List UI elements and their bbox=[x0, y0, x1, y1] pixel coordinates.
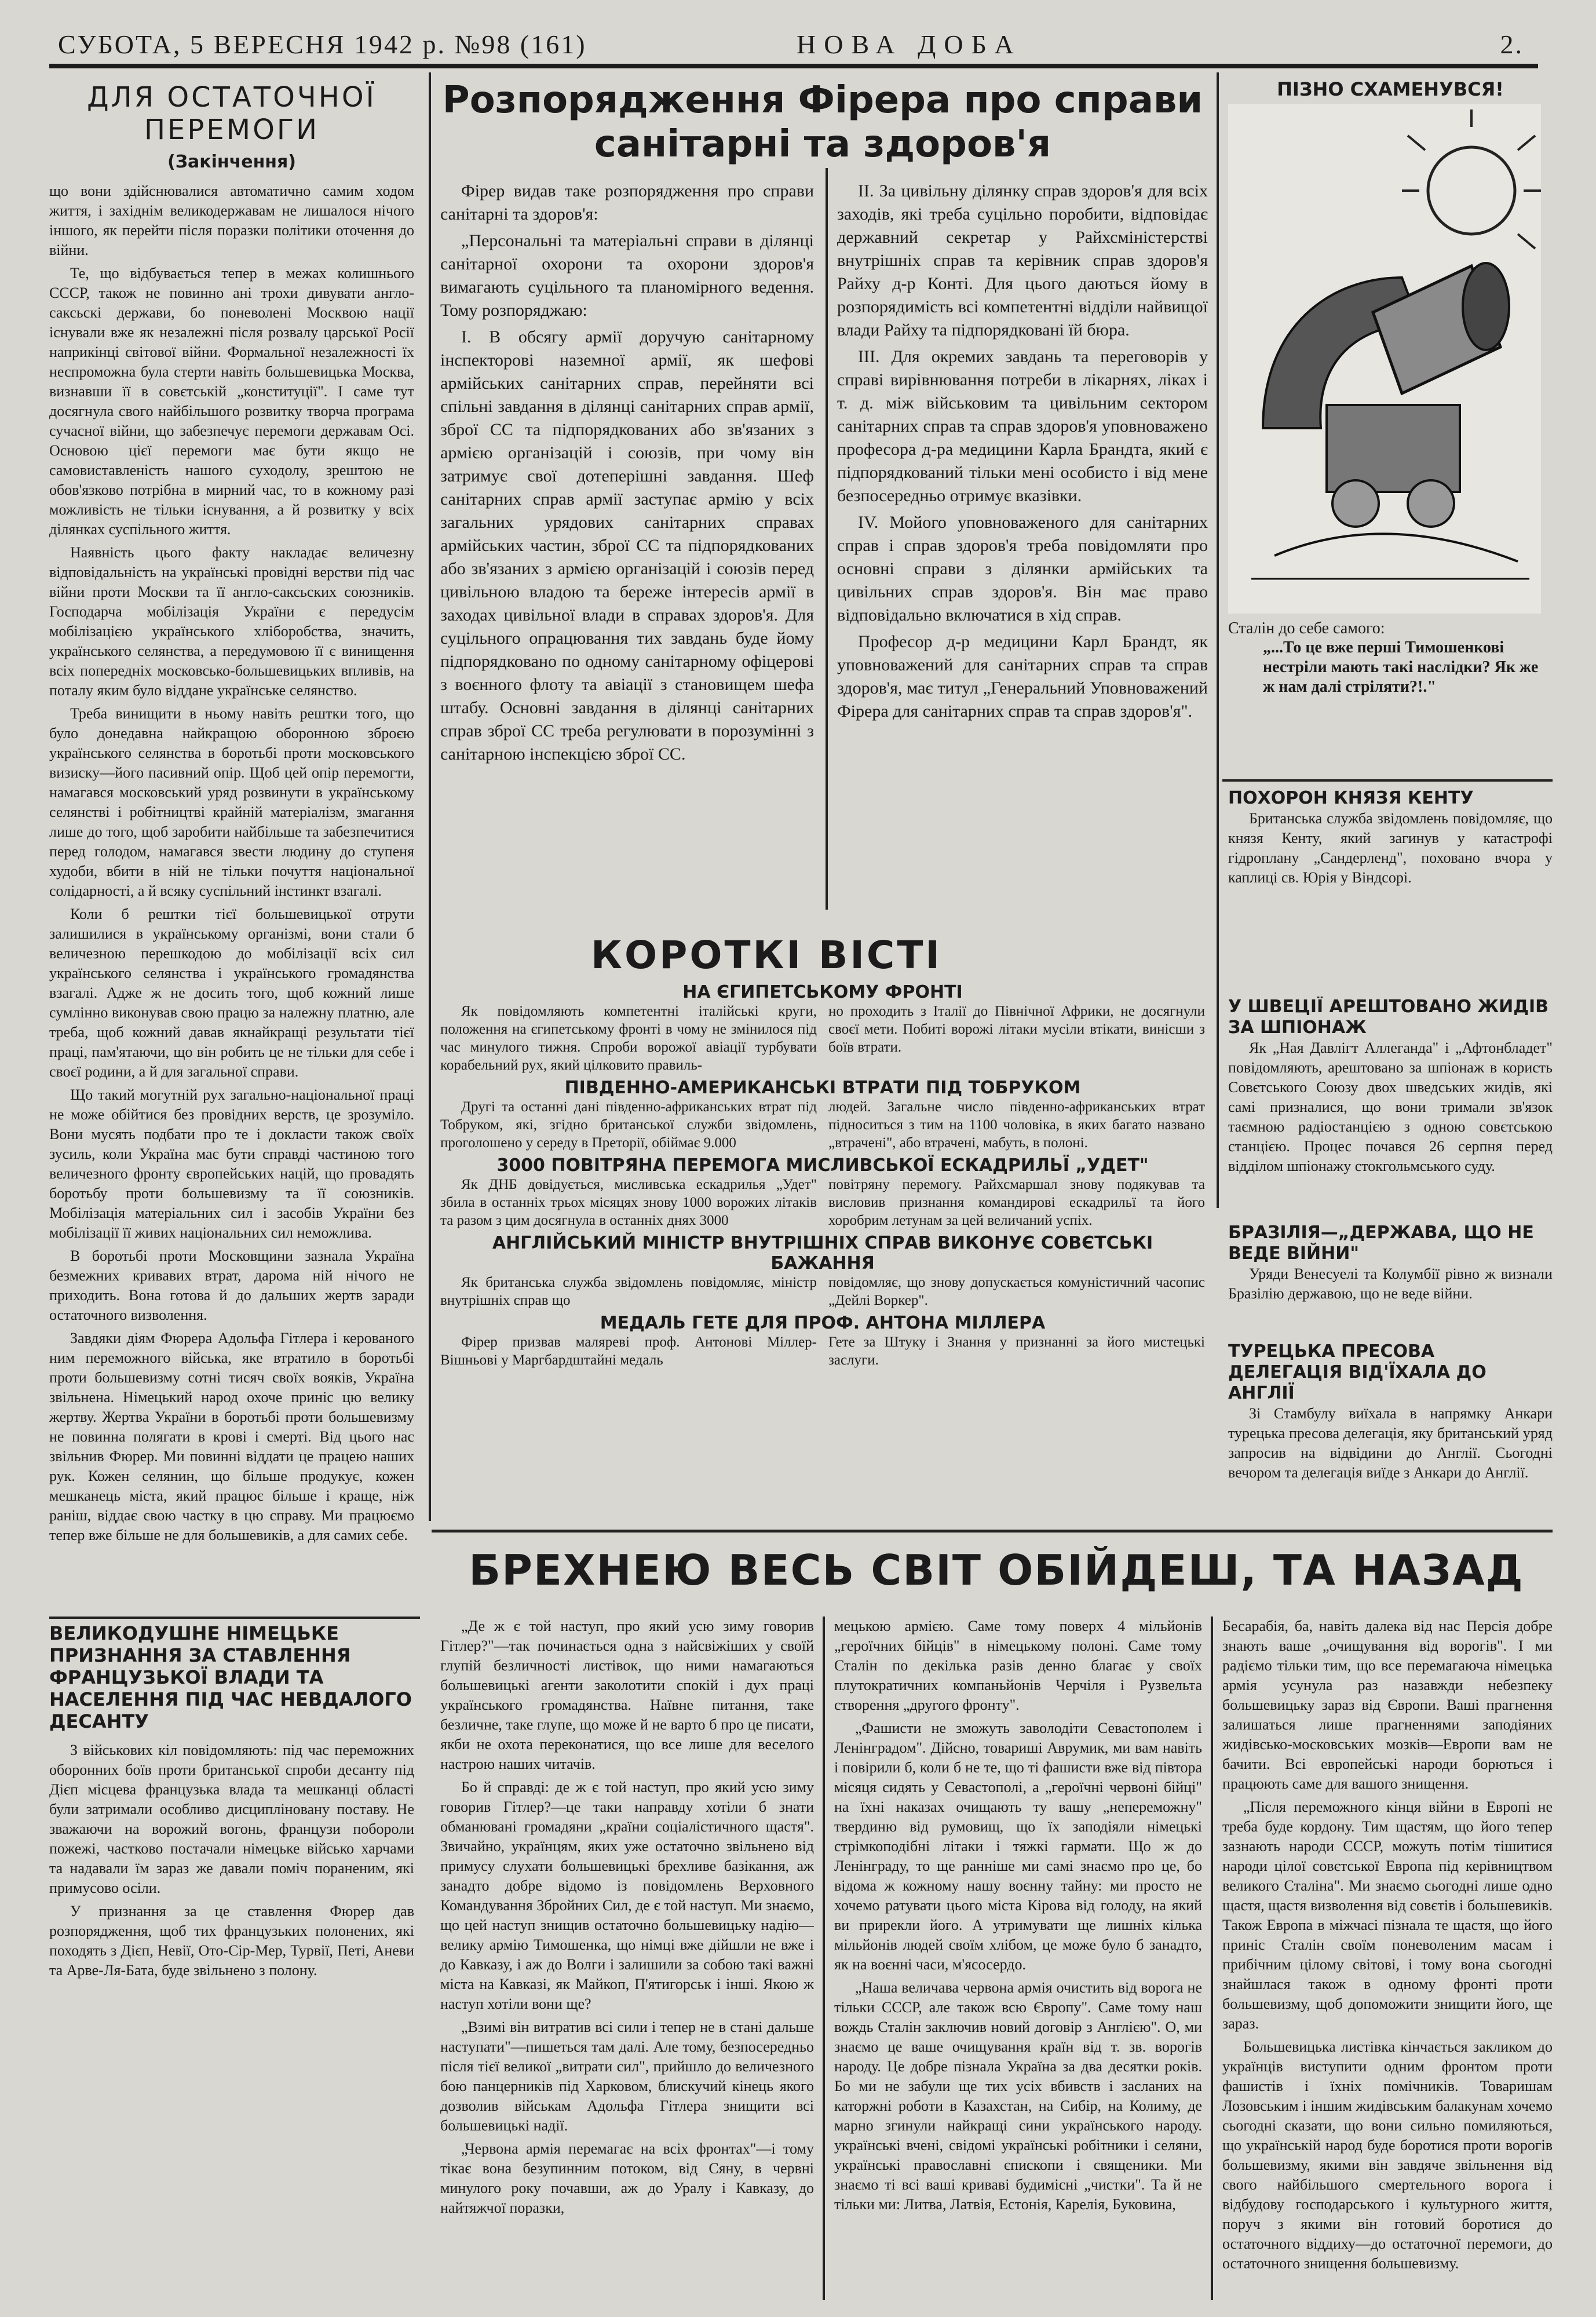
paragraph: Коли б рештки тієї большевицької отрути залишилися в українському організмі, вони стали б величезною перешкодою до мобілізації всіх сил українського селянства і українського громадянства взагалі. Адже ж не досить того, щоб кожний лише сумлінно виконував свою працю за належну платню, але треба, щоб кожний давав якнайкращі результати тієї праці, пам'ятаючи, що він робить це не тільки для себе і своєї родини, а й для загальної справи. bbox=[49, 906, 414, 1080]
paragraph: Треба винищити в ньому навіть рештки того, що було донедавна найкращою оборонною зброєю українського селянства в боротьбі проти московського визиску—його пасивний опір. Щоб цей опір перемогти, намагався московський уряд розвинути в українському селянстві і робітництві крайній матеріалізм, змагання лише до того, щоб заробити найбільше та забезпечитися перед голодом, намагався звести людину до ступеня худоби, вбити в ній не тільки почуття національної солідарності, а й всяку суспільний інстинкт взагалі. bbox=[49, 705, 414, 899]
masthead bbox=[49, 23, 1538, 68]
news-item bbox=[440, 1313, 1205, 1373]
news-title: НА ЄГИПЕТСЬКОМУ ФРОНТІ bbox=[682, 982, 963, 1002]
paragraph: „Червона армія перемагає на всіх фронтах"—і тому тікає вона безупинним потоком, від Сяну, в червні минулого року почавши, аж до Уралу і Кавказу, до найтяжчої поразки, bbox=[440, 2140, 814, 2216]
left-article bbox=[49, 81, 414, 1611]
paragraph: Професор д-р медицини Карл Брандт, як уповноважений для санітарних справ та справ здоров'я, має титул „Генеральний Уповноважений Фірера для санітарних справ та справ здоров'я". bbox=[837, 632, 1208, 721]
paragraph: що вони здійснювалися автоматично самим ходом життя, і західнім великодержавам не лишалося нічого іншого, як перейти після поразки політики оточення до війни. bbox=[49, 183, 414, 258]
headline: БРЕХНЕЮ ВЕСЬ СВІТ ОБІЙДЕШ, ТА НАЗАД bbox=[469, 1546, 1524, 1594]
article-subtitle: (Закінчення) bbox=[167, 152, 296, 172]
paragraph: Що такий могутній рух загально-національної праці не може обійтися без провідних верств, це зрозуміло. Вони мусять подбати про те і докласти також своїх зусиль, коли Україна має бути справді частиною того величезного фронту європейських націй, що провадять боротьбу проти большевизму та її союзників. Мобілізація матеріальних сил і засобів України без мобілізації її живих національних сил неможлива. bbox=[49, 1086, 414, 1241]
news-text: Як британська служба звідомлень повідомляє, міністр внутрішніх справ що bbox=[440, 1275, 817, 1308]
right-news-4 bbox=[1228, 1341, 1553, 1527]
news-title: АНГЛІЙСЬКИЙ МІНІСТР ВНУТРІШНІХ СПРАВ ВИКОНУЄ СОВЄТСЬКІ БАЖАННЯ bbox=[492, 1233, 1153, 1274]
news-item bbox=[440, 1233, 1205, 1313]
bottom-article-col-1 bbox=[440, 1617, 814, 2300]
news-text: Як „Ная Давлігт Аллеганда" і „Афтонбладет" повідомляють, арештовано за шпіонаж в користь Совєтського Союзу двох шведських жидів, які самі призналися, що вони тримали зв'язок таємною радіостанцією з одною совєтською станцією. Процес почався 26 серпня перед відділом шпіонажу стокгольмського суду. bbox=[1228, 1039, 1553, 1174]
news-item bbox=[440, 1078, 1205, 1155]
paragraph: „Після переможного кінця війни в Европі не треба буде кордону. Тим щастям, що його тепер зазнають народи СССР, можуть потім тішитися народи цілої совєтської Европа під керівництвом великого Сталіна". Ми знаємо сьогодні лише одно щастя, щастя визволення від совєтів і большевиків. Також Европа в міжчасі пізнала те щастя, що його приніс Сталін своїм поневоленим масам і прибічним цілому світові, і тому вона сьогодні знайшлася також в одному фронті проти большевизму, щоб допоможити знищити його, ще зараз. bbox=[1222, 1798, 1553, 2032]
paragraph: Те, що відбувається тепер в межах колишнього СССР, також не повинно ані трохи дивувати англо-саксьскі держави, бо поневолені Москвою нації існували вже як незалежні після розвалу царської Росії наприкінці світової війни. Формальної незалежності їх неспроможна була стерти навіть большевицька Москва, визнавши її в совєтській „конституції". І саме тут досягнула свого найбільшого розвитку творча програма сучасної війни, що забезпечує перемоги державам Осі. Основою цієї перемоги має бути якщо не самовиставленість нашого суходолу, зрештою не обов'язково потрібна в мирний час, то в кожному разі можливість не тільки існування, а й розвитку у всіх ділянках суспільного життя. bbox=[49, 265, 414, 538]
column-rule bbox=[1217, 72, 1219, 1208]
issue-date: СУБОТА, 5 ВЕРЕСНЯ 1942 р. №98 (161) bbox=[58, 30, 587, 59]
right-news-3 bbox=[1228, 1223, 1553, 1338]
bottom-headline bbox=[440, 1538, 1553, 1608]
news-item bbox=[440, 982, 1205, 1078]
column-rule bbox=[823, 1617, 825, 2300]
column-rule bbox=[1211, 1617, 1213, 2300]
paragraph: „Персональні та матеріальні справи в ділянці санітарної охорони та охорони здоров'я вимагають суцільного та планомірного ведення. Тому розпоряджаю: bbox=[440, 231, 814, 320]
paragraph: I. В обсягу армії доручую санітарному інспекторові наземної армії, як шефові армійських санітарних справ, перейняти всі спільні завдання в ділянці санітарних справ армії, зброї СС та підпорядкованих або зв'язаних з армією організацій і союзів, при чому він затримує свої дотеперішні завдання. Шеф санітарних справ армії заступає армію у всіх загальних урядових санітарних справах армійських частин, зброї СС та підпорядкованих або зв'язаних з армією організацій і союзів перед цивільною владою та береже інтересів армії в заходах цивільної влади в справах здоров'я. Для суцільного опрацювання тих завдань буде йому підпорядковано по одному санітарному офіцерові з воєнного флоту та авіації з становищем шефа штабу. Основні завдання в ділянці санітарних справ зброї СС треба регулювати в порозумінні з санітарною інспекцією зброї СС. bbox=[440, 327, 814, 764]
divider bbox=[49, 1617, 420, 1619]
paragraph: Завдяки діям Фюрера Адольфа Гітлера і керованого ним переможного війська, яке втратило в боротьбі проти большевизму сотні тисяч своїх вояків, Україна звільнена. Німецький народ охоче приніс цю велику жертву. Жертва України в боротьбі проти большевизму не повинна полягати в крові і смерті. Від цього нас звільнив Фюрер. Ми повинні віддати це працею наших рук. Кожен селянин, що більше продукує, кожен мешканець міста, який працює більше і краще, ніж раніш, віддає свою частку в цю справу. Ми працюємо тепер вже більше не для большевиків, а для самих себе. bbox=[49, 1330, 414, 1544]
news-title: МЕДАЛЬ ГЕТЕ ДЛЯ ПРОФ. АНТОНА МІЛЛЕРА bbox=[600, 1313, 1046, 1333]
news-text: Фірер призвав маляреві проф. Антонові Міллер-Вішньові у Маргбардштайні медаль bbox=[440, 1334, 817, 1368]
headline-line-2: санітарні та здоров'я bbox=[594, 123, 1051, 166]
bottom-article-col-2 bbox=[834, 1617, 1202, 2300]
paragraph: У признання за це ставлення Фюрер дав розпорядження, щоб тих французьких полонених, які походять з Дієп, Невії, Ото-Сір-Мер, Турвії, Петі, Аневи та Арве-Ля-Бата, буде звільнено з полону. bbox=[49, 1903, 414, 1979]
column-rule bbox=[429, 72, 431, 1521]
paragraph: „Фашисти не зможуть заволодіти Севастополем і Ленінградом". Дійсно, товариші Аврумик, ми вам навіть і повірили б, коли б не те, що ті фашисти вже від півтора місяця сидять у Севастополі, а „героїчні червоні бійці" на їхні наказах очищають ту вашу „непереможну" твердиню від румовищ, що їх заподіяли німецькі стрімкоподібні літаки і тяжкі гармати. Що ж до Ленінграду, то ще ранніше ми самі знаємо про це, бо відома ж кожному нашу воєнну тайну: ми просто не хочемо ратувати цього міста Кірова від голоду, на який ви прирекли його. А утримувати ще лишніх кілька мільйонів людей своїм хлібом, це може було б занадто, як на воєнні часи, м'ясосердо. bbox=[834, 1720, 1202, 1973]
news-text: Уряди Венесуелі та Колумбії рівно ж визнали Бразілію державою, що не веде війни. bbox=[1228, 1265, 1553, 1302]
paragraph: Бо й справді: де ж є той наступ, про який усю зиму говорив Гітлер?—це таки направду хотіли б знати обманювані громадяни „країни соціалістичного щастя". Звичайно, українцям, яких уже остаточно звільнено від примусу слухати большевицькі брехливе базікання, аж занадто добре відомо із повідомлень Верховного Командування Збройних Сил, де є той наступ. Ми знаємо, що цей наступ знищив остаточно большевицьку надію—велику армію Тимошенка, що німці вже дійшли не вже і до Кавказу, і аж до Волги і залишили за собою такі важні міста на Кавказі, як Майкоп, П'ятигорськ і інші. Якою ж наступ хотіли вони ще? bbox=[440, 1779, 814, 2012]
cartoon-title: ПІЗНО СХАМЕНУВСЯ! bbox=[1277, 78, 1504, 100]
article-title: ВЕЛИКОДУШНЕ НІМЕЦЬКЕ ПРИЗНАННЯ ЗА СТАВЛЕННЯ ФРАНЦУЗЬКОЇ ВЛАДИ ТА НАСЕЛЕННЯ ПІД ЧАС НЕВДАЛОГО ДЕСАНТУ bbox=[49, 1622, 412, 1732]
news-text: Другі та останні дані південно-африканських втрат під Тобруком, які, згідно британської служби звідомлень, проголошено у середу в Преторії, обіймає 9.000 bbox=[440, 1099, 817, 1151]
main-headline bbox=[440, 78, 1205, 177]
news-title: ПОХОРОН КНЯЗЯ КЕНТУ bbox=[1228, 788, 1474, 808]
short-news-banner: КОРОТКІ ВІСТІ bbox=[591, 933, 942, 977]
cartoon-caption-quote: „...То це вже перші Тимошенкові нестріли мають такі наслідки? Як же ж нам далі стріляти?!." bbox=[1263, 638, 1539, 696]
paragraph: Фірер видав таке розпорядження про справи санітарні та здоров'я: bbox=[440, 181, 814, 224]
article-title: ДЛЯ ОСТАТОЧНОЇ ПЕРЕМОГИ bbox=[87, 81, 377, 146]
paragraph: II. За цивільну ділянку справ здоров'я для всіх заходів, які треба суцільно поробити, відповідає державний секретар у Райхсміністерстві внутрішніх справ та керівник справ здоров'я Райху д-р Конті. Для цього даються йому в розпорядимість всі компетентні відділи найвищої влади Райху та підпорядковані їй бюра. bbox=[837, 181, 1208, 340]
headline-line-1: Розпорядження Фірера про справи bbox=[442, 79, 1203, 122]
short-news bbox=[440, 933, 1205, 1530]
news-text: Як повідомляють компетентні італійські круги, положення на єгипетському фронті в чому не змінилося під час минулого тижня. Спроби ворожої авіації турбувати корабельний рух, який цілковито правиль- bbox=[440, 1004, 817, 1073]
paragraph: „Взимі він витратив всі сили і тепер не в стані дальше наступати"—пишеться там далі. Але тому, безпосередньо після тієї великої „витрати сил", прийшло до величезного бою панцерників під Харковом, блискучий кінець якого дозволив військам Адольфа Гітлера знищити всі большевицькі надії. bbox=[440, 2019, 814, 2134]
news-text: повідомляє, що знову допускається комуністичний часопис „Дейлі Воркер". bbox=[828, 1275, 1205, 1308]
cartoon-caption-lead: Сталін до себе самого: bbox=[1228, 619, 1385, 637]
paragraph: Бесарабія, ба, навіть далека від нас Персія добре знають ваше „очищування від ворогів". І ми радіємо тільки тим, що все перемагаюча німецька армія усунула раз назавжди небезпеку большевицьку зараз від Європи. Ваші прагнення залишаться лише прагненнями заподіяних жидівсько-московських мозків—Европи вам не бачити. Всі европейські народи борються і працюють саме для вашого знищення. bbox=[1222, 1618, 1553, 1792]
news-text: людей. Загальне число південно-африканських втрат підноситься з тим на 1100 чоловіка, в яких багато названо „втрачені", або втрачені, мабуть, в полоні. bbox=[828, 1099, 1205, 1151]
news-item bbox=[440, 1155, 1205, 1233]
column-rule bbox=[826, 168, 828, 910]
right-news-1 bbox=[1228, 788, 1553, 962]
news-title: У ШВЕЦІЇ АРЕШТОВАНО ЖИДІВ ЗА ШПІОНАЖ bbox=[1228, 997, 1549, 1038]
news-text: Зі Стамбулу виїхала в напрямку Анкари турецька пресова делегація, яку британський уряд запросив на відвідини до Англії. Сьогодні вечором та делегація виїде з Анкари до Англії. bbox=[1228, 1405, 1553, 1481]
paragraph: Большевицька листівка кінчається закликом до українців виступити одним фронтом проти фашистів і їхніх помічників. Товаришам Лозовським і іншим жидівським балакунам хочемо сьогодні сказати, що вони сильно помиляються, що українській народ буде боротися проти ворогів большевизму, якими він завдяче звільнення від свого найбільшого смертельного ворога і відбудову господарського і культурного життя, поруч з якими він готовий боротися до остаточного віддиху—до остаточної перемоги, до остаточного знищення большевизму. bbox=[1222, 2038, 1553, 2272]
paragraph: „Де ж є той наступ, про який усю зиму говорив Гітлер?"—так починається одна з найсвіжіших у своїй глупій безличності листівок, що ними намагаються большевицькі агенти заколотити спокій і дух праці українського громадянства. Наївне питання, таке безличне, таке глупе, що може й не варто б про це писати, якби не охота переконатися, що все лише для веселого настрою наших читачів. bbox=[440, 1618, 814, 1772]
main-article-col-2 bbox=[837, 180, 1208, 927]
paragraph: мецькою армією. Саме тому поверх 4 мільйонів „героїчних бійців" в німецькому полоні. Саме тому Сталін по декілька разів денно благає у своїх плутократичних компаньйонів Черчіля і Рузвельта створення „другого фронту". bbox=[834, 1618, 1202, 1713]
paragraph: IV. Мойого уповноваженого для санітарних справ і справ здоров'я треба повідомляти про основні справи з ділянки армійських та цивільних справ здоров'я. Він має право відповідально включатися в хід справ. bbox=[837, 513, 1208, 625]
news-title: БРАЗІЛІЯ—„ДЕРЖАВА, ЩО НЕ ВЕДЕ ВІЙНИ" bbox=[1228, 1223, 1534, 1264]
main-article-col-1 bbox=[440, 180, 814, 927]
divider bbox=[1222, 779, 1553, 782]
right-news-2 bbox=[1228, 997, 1553, 1217]
page-number: 2. bbox=[1500, 30, 1524, 59]
paragraph: „Наша величава червона армія очистить від ворога не тільки СССР, але також всю Європу". Саме тому наш вождь Сталін заключив новий договір з Англією". О, ми знаємо це ваше очищування країн від т. зв. ворогів народу. Це добре пізнала Україна за два десятки років. Бо ми не забули ще тих усіх вбивств і засланих на каторжні роботи в Казахстан, на Сибір, на Колиму, де марно згинули найкращі сини українського народу. українські вчені, свідомі українські робітники і селяни, українські православні єпископи і священики. Ми знаємо ті всі ваші криваві будимісні „чистки". Та й не тільки ми: Литва, Латвія, Естонія, Карелія, Буковина, bbox=[834, 1979, 1202, 2213]
cartoon-section bbox=[1228, 78, 1553, 773]
cartoon-illustration bbox=[1228, 104, 1541, 614]
news-text: Британська служба звідомлень повідомляє, що князя Кенту, який загинув у катастрофі гідроплану „Сандерленд", поховано вчора у каплиці св. Юрія у Віндсорі. bbox=[1228, 810, 1553, 886]
news-text: Як ДНБ довідується, мисливська ескадрилья „Удет" збила в останніх трьох місяцях знову 1000 ворожих літаків та разом з цим досягнула в останніх днях 3000 bbox=[440, 1177, 817, 1228]
news-title: 3000 ПОВІТРЯНА ПЕРЕМОГА МИСЛИВСЬКОЇ ЕСКАДРИЛЬЇ „УДЕТ" bbox=[496, 1155, 1149, 1176]
paragraph: Наявність цього факту накладає величезну відповідальність на українські провідні верстви під час війни проти Москви та її англо-саксьских союзників. Господарча мобілізація України є передусім мобілізацією українського хліборобства, значить, українського селянства, а передумовою її є винищення всіх попередніх московсько-большевицьких впливів, на поталу яким було віддане українське селянство. bbox=[49, 544, 414, 699]
paragraph: В боротьбі проти Московщини зазнала Україна безмежних кривавих втрат, дарома ній нічого не приходить. Вона готова й до дальших жертв заради остаточного визволення. bbox=[49, 1247, 414, 1323]
paragraph: З військових кіл повідомляють: під час переможних оборонних боїв проти британської спроби десанту під Дієп місцева французька влада та мешканці області були затримали особливо дисципліновану поставу. Не зважаючи на ворожий вогонь, французи побороли пожежі, частково постачали німецьке військо харчами та надавали їм зараз же давали поміч пораненим, які примусово осіли. bbox=[49, 1742, 414, 1896]
news-text: Гете за Штуку і Знання у признанні за його мистецькі заслуги. bbox=[828, 1334, 1205, 1368]
news-text: повітряну перемогу. Райхсмаршал знову подякував та висловив признання командирові ескадрильї та його хоробрим летунам за цей величаний успіх. bbox=[828, 1177, 1205, 1228]
left-article-2 bbox=[49, 1622, 414, 2300]
news-text: но проходить з Італії до Північної Африки, не досягнули своєї мети. Побиті ворожі літаки мусіли втікати, винісши з боїв втрати. bbox=[828, 1004, 1205, 1055]
divider bbox=[432, 1530, 1553, 1532]
newspaper-name: НОВА ДОБА bbox=[797, 30, 1022, 59]
news-title: ПІВДЕННО-АМЕРИКАНСЬКІ ВТРАТИ ПІД ТОБРУКОМ bbox=[564, 1078, 1081, 1098]
bottom-article-col-3 bbox=[1222, 1617, 1553, 2300]
paragraph: III. Для окремих завдань та переговорів у справі вирівнювання потреби в лікарнях, ліках і т. д. між військовим та цивільним сектором санітарних справ та справ здоров'я уповноважено професора д-ра медицини Карла Брандта, який є підпорядкований тільки мені особисто і від мене безпосередньо отримує вказівки. bbox=[837, 347, 1208, 505]
news-title: ТУРЕЦЬКА ПРЕСОВА ДЕЛЕГАЦІЯ ВІД'ЇХАЛА ДО АНГЛІЇ bbox=[1228, 1341, 1487, 1403]
